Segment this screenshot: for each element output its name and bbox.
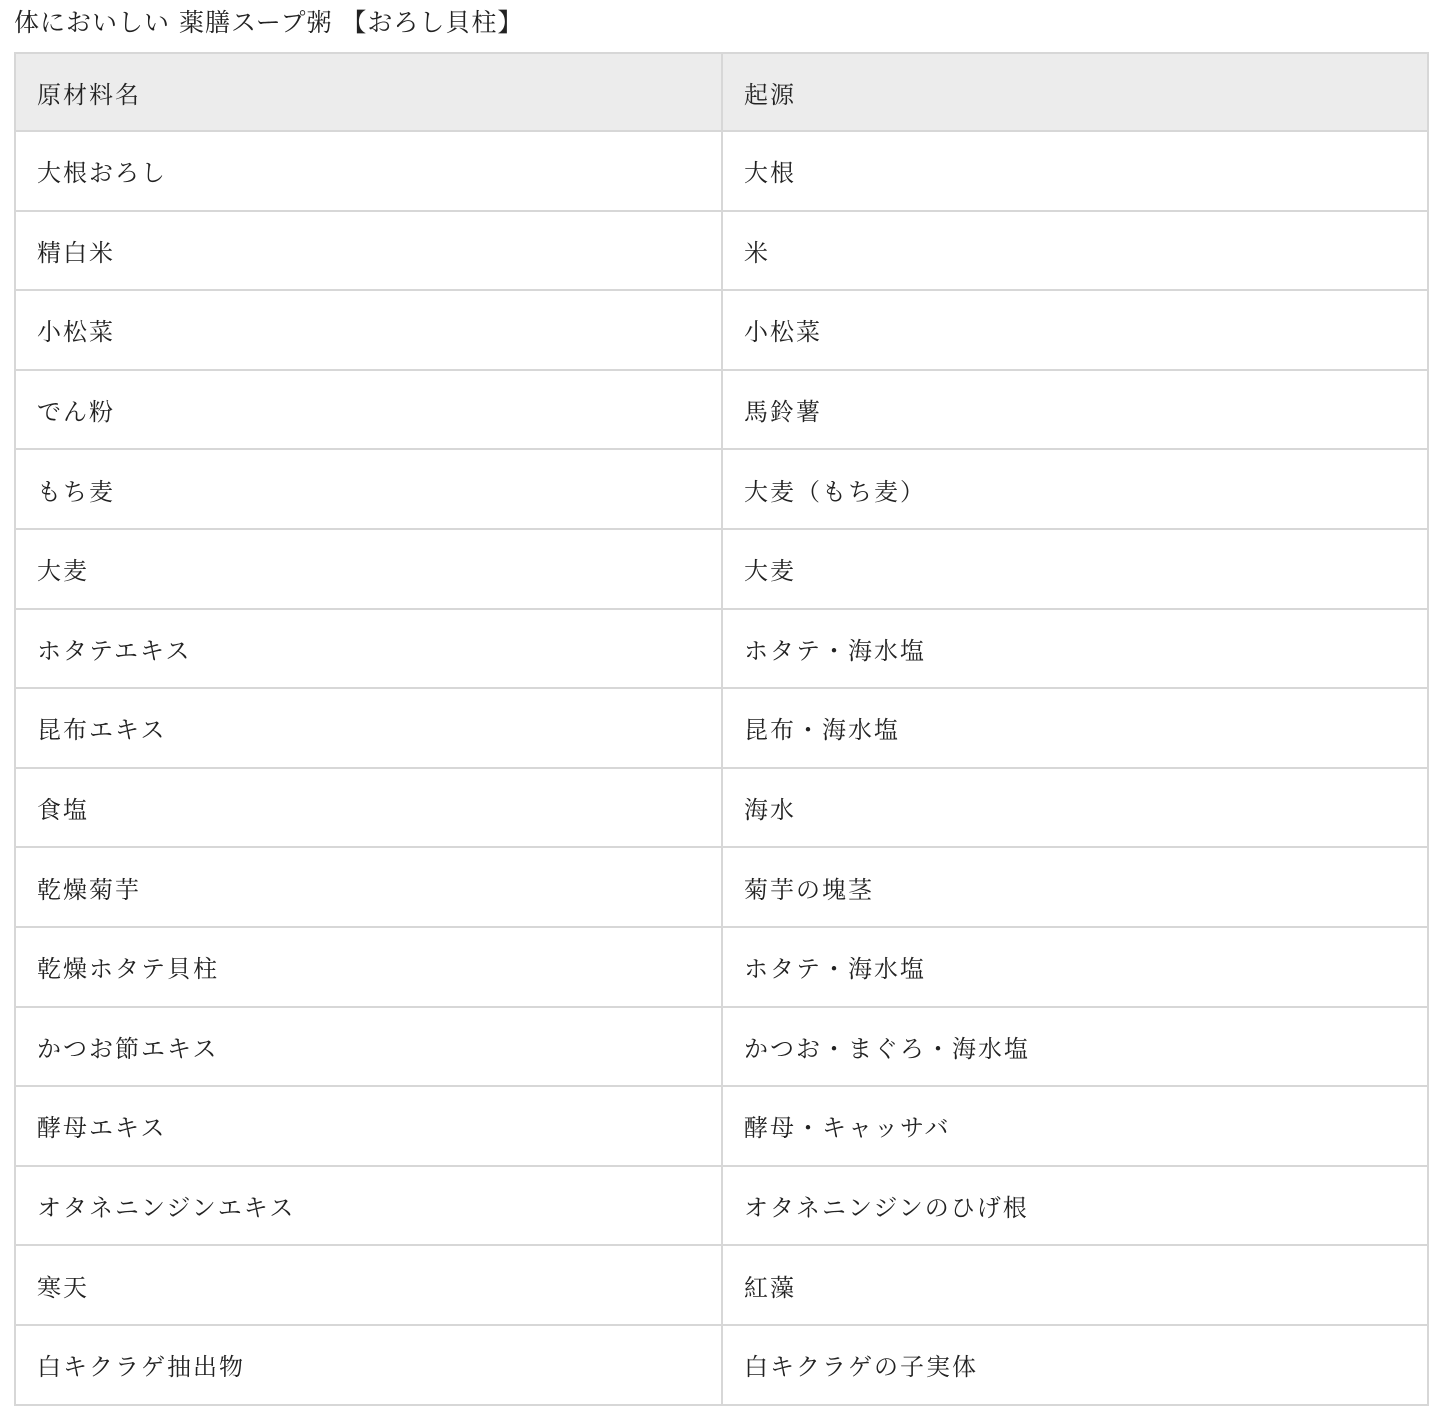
ingredient-origin-cell: 米 (722, 211, 1428, 291)
ingredient-name-cell: ホタテエキス (15, 609, 722, 689)
ingredients-table-container (14, 52, 1427, 1406)
ingredient-origin-cell: ホタテ・海水塩 (722, 609, 1428, 689)
ingredient-origin-cell: ホタテ・海水塩 (722, 927, 1428, 1007)
table-row (15, 1086, 1428, 1166)
ingredients-table (14, 52, 1429, 1406)
column-header-ingredient-name: 原材料名 (15, 53, 722, 131)
table-row (15, 927, 1428, 1007)
table-row (15, 1166, 1428, 1246)
table-row (15, 1007, 1428, 1087)
ingredient-origin-cell: 紅藻 (722, 1245, 1428, 1325)
ingredient-origin-cell: 白キクラゲの子実体 (722, 1325, 1428, 1405)
table-row (15, 449, 1428, 529)
table-row (15, 290, 1428, 370)
page-title: 体においしい 薬膳スープ粥 【おろし貝柱】 (14, 8, 524, 37)
ingredient-origin-cell: 大麦（もち麦） (722, 449, 1428, 529)
ingredient-origin-cell: 大根 (722, 131, 1428, 211)
ingredient-origin-cell: オタネニンジンのひげ根 (722, 1166, 1428, 1246)
ingredient-origin-cell: 菊芋の塊茎 (722, 847, 1428, 927)
ingredient-origin-cell: かつお・まぐろ・海水塩 (722, 1007, 1428, 1087)
ingredient-name-cell: もち麦 (15, 449, 722, 529)
ingredient-name-cell: 酵母エキス (15, 1086, 722, 1166)
ingredient-origin-cell: 酵母・キャッサバ (722, 1086, 1428, 1166)
ingredient-name-cell: かつお節エキス (15, 1007, 722, 1087)
table-row (15, 1325, 1428, 1405)
ingredient-name-cell: オタネニンジンエキス (15, 1166, 722, 1246)
column-header-origin: 起源 (722, 53, 1428, 131)
ingredient-name-cell: 小松菜 (15, 290, 722, 370)
ingredient-name-cell: 大麦 (15, 529, 722, 609)
table-row (15, 1245, 1428, 1325)
table-row (15, 609, 1428, 689)
table-row (15, 529, 1428, 609)
ingredient-origin-cell: 昆布・海水塩 (722, 688, 1428, 768)
table-header-row (15, 53, 1428, 131)
ingredient-name-cell: 精白米 (15, 211, 722, 291)
table-row (15, 688, 1428, 768)
ingredient-name-cell: でん粉 (15, 370, 722, 450)
ingredient-origin-cell: 馬鈴薯 (722, 370, 1428, 450)
table-row (15, 847, 1428, 927)
table-row (15, 370, 1428, 450)
ingredient-name-cell: 昆布エキス (15, 688, 722, 768)
ingredient-origin-cell: 小松菜 (722, 290, 1428, 370)
table-row (15, 131, 1428, 211)
ingredient-origin-cell: 海水 (722, 768, 1428, 848)
ingredient-name-cell: 乾燥菊芋 (15, 847, 722, 927)
table-row (15, 768, 1428, 848)
ingredient-origin-cell: 大麦 (722, 529, 1428, 609)
table-row (15, 211, 1428, 291)
ingredient-name-cell: 大根おろし (15, 131, 722, 211)
ingredient-name-cell: 寒天 (15, 1245, 722, 1325)
ingredient-name-cell: 白キクラゲ抽出物 (15, 1325, 722, 1405)
ingredient-name-cell: 乾燥ホタテ貝柱 (15, 927, 722, 1007)
ingredient-name-cell: 食塩 (15, 768, 722, 848)
